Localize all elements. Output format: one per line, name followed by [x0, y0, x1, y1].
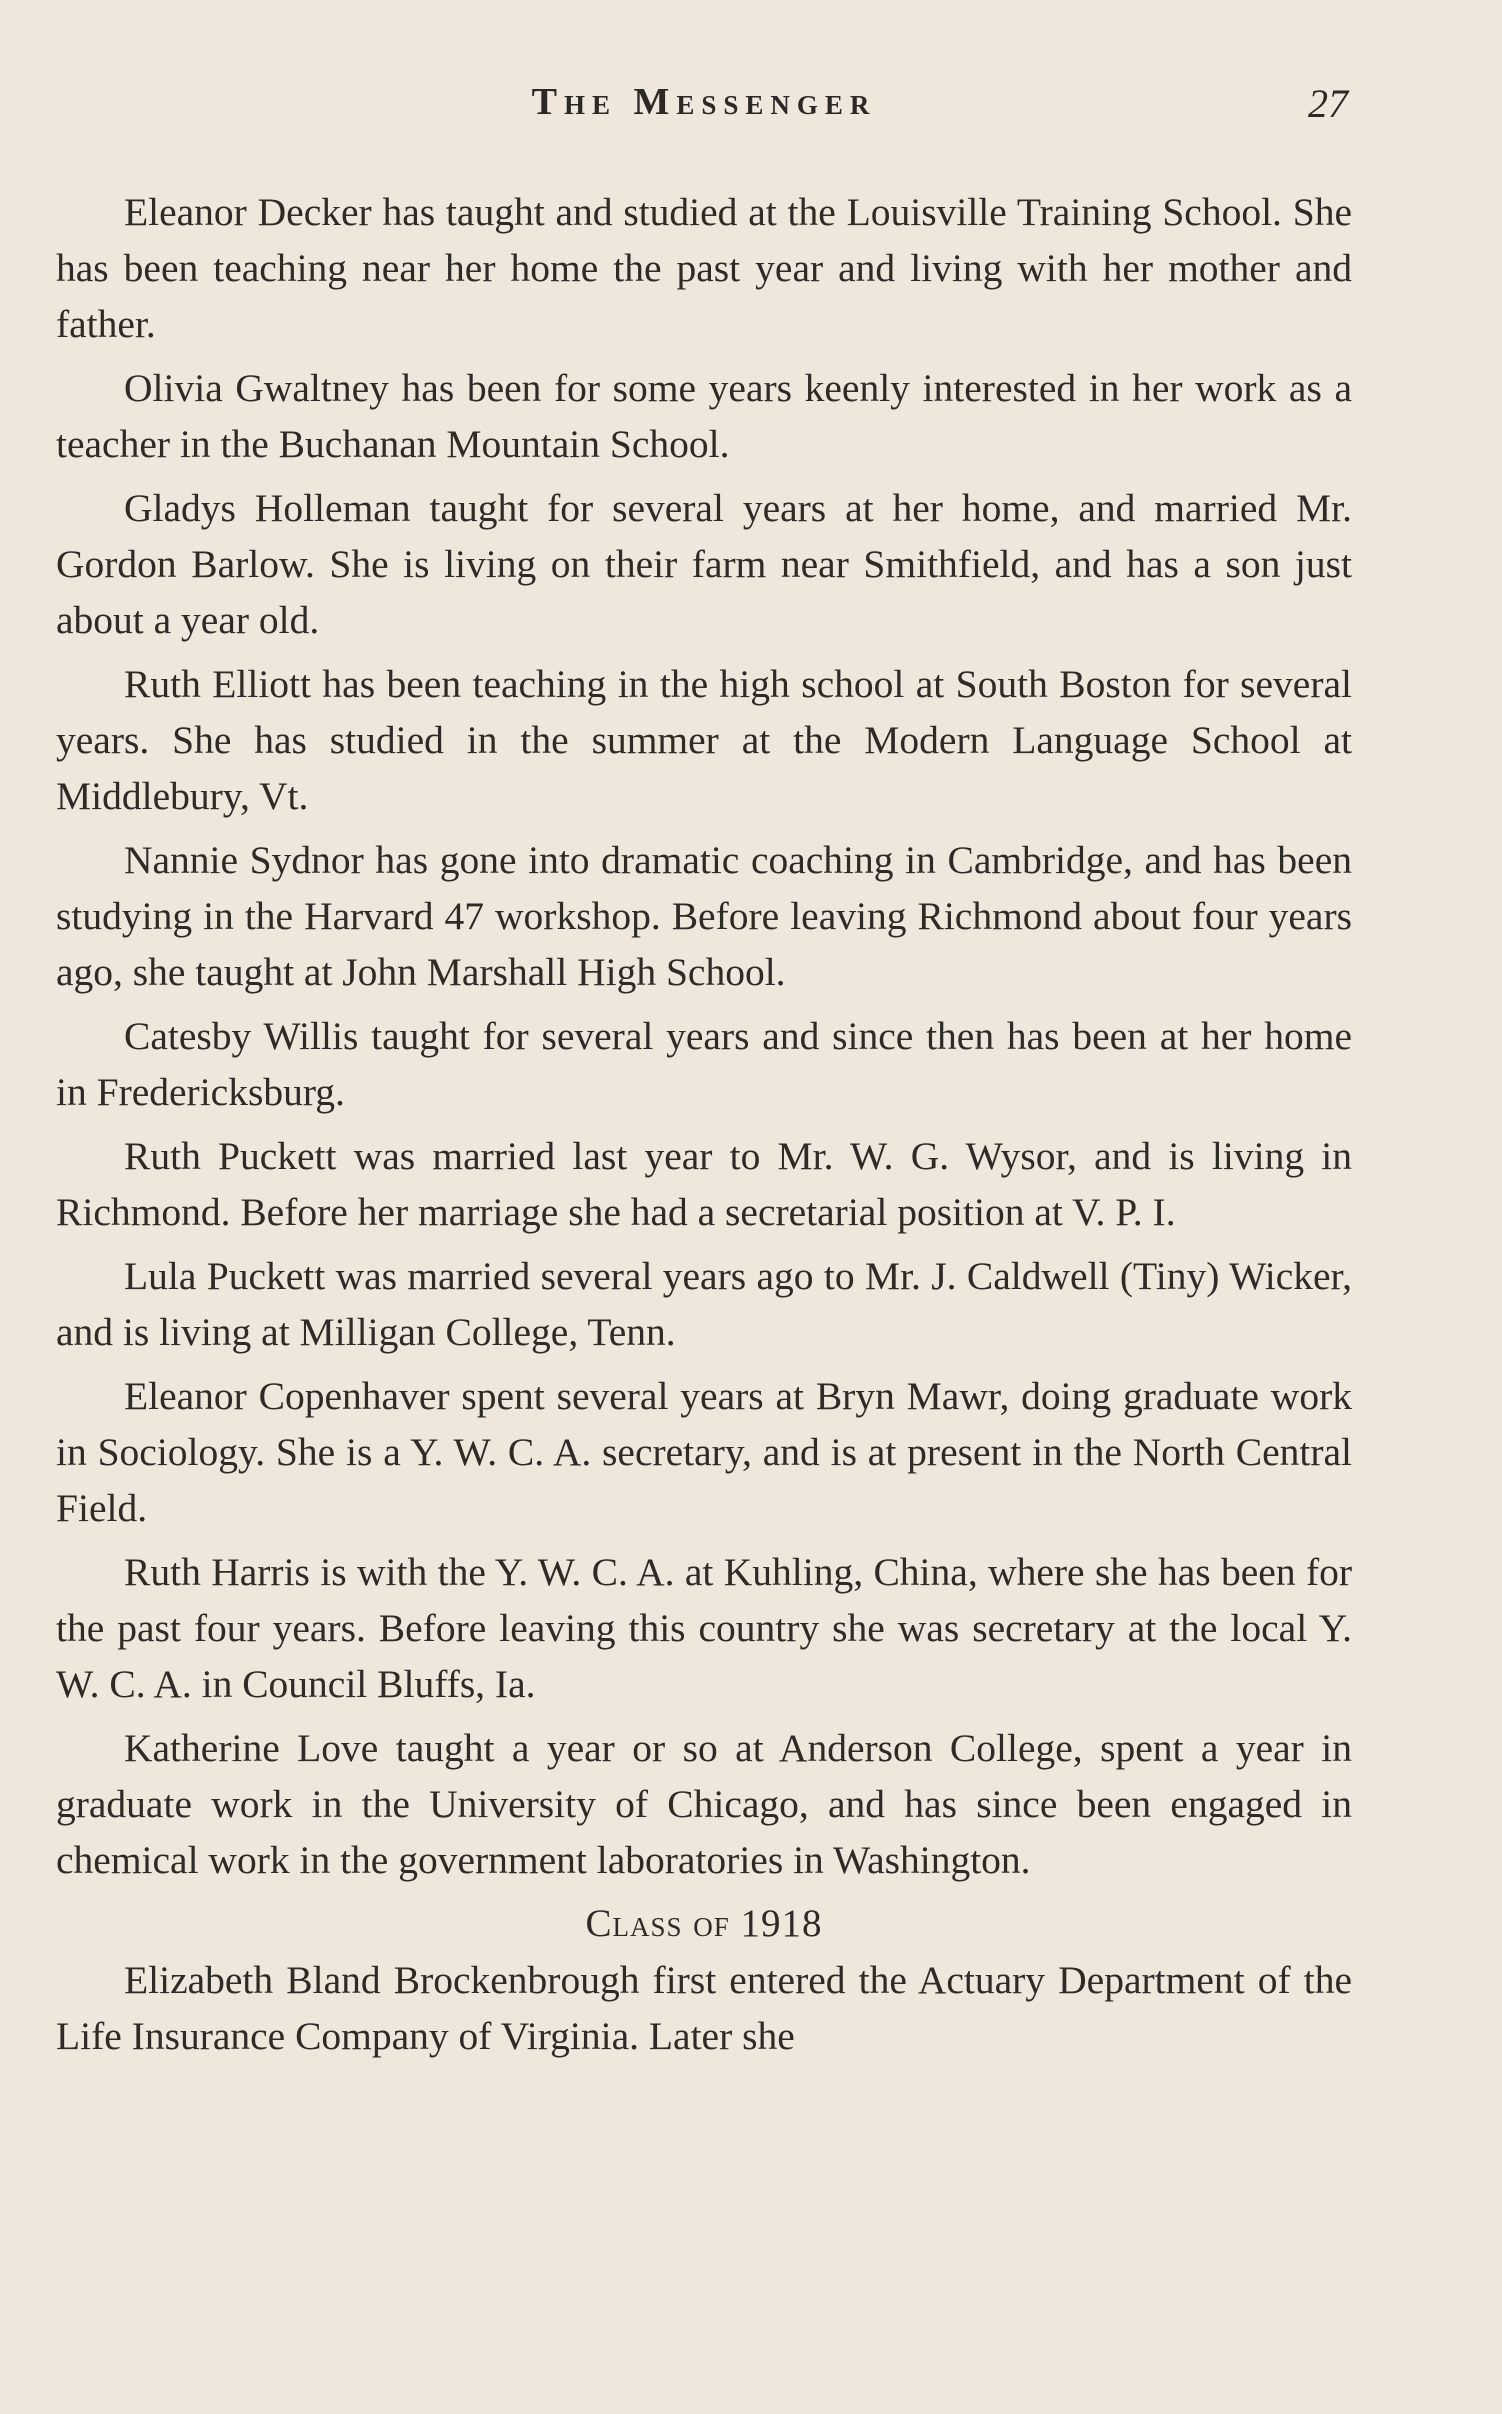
- page-number: 27: [1308, 81, 1348, 126]
- paragraph-olivia-gwaltney: Olivia Gwaltney has been for some years keenly interested in her work as a teacher in the Buchanan Mountain School.: [56, 366, 1352, 466]
- journal-title: The Messenger: [531, 81, 877, 123]
- paragraph-gladys-holleman: Gladys Holleman taught for several years at her home, and married Mr. Gordon Barlow. She is living on their farm near Smithfield, and has a son just about a year old.: [56, 486, 1352, 642]
- paragraph-lula-puckett: Lula Puckett was married several years ago to Mr. J. Caldwell (Tiny) Wicker, and is living at Milligan College, Tenn.: [56, 1254, 1352, 1354]
- paragraph-nannie-sydnor: Nannie Sydnor has gone into dramatic coaching in Cambridge, and has been studying in the Harvard 47 workshop. Before leaving Richmond about four years ago, she taught at John Marshall High School.: [56, 838, 1352, 994]
- paragraph-elizabeth-brockenbrough: Elizabeth Bland Brockenbrough first entered the Actuary Department of the Life Insurance Company of Virginia. Later she: [56, 1958, 1352, 2058]
- article-body: [56, 184, 1352, 2072]
- paragraph-ruth-harris: Ruth Harris is with the Y. W. C. A. at Kuhling, China, where she has been for the past four years. Before leaving this country she was secretary at the local Y. W. C. A. in Council Bluffs, Ia.: [56, 1550, 1352, 1706]
- paragraph-eleanor-copenhaver: Eleanor Copenhaver spent several years at Bryn Mawr, doing graduate work in Sociology. She is a Y. W. C. A. secretary, and is at present in the North Central Field.: [56, 1374, 1352, 1530]
- section-heading-class-of-1918: Class of 1918: [585, 1902, 823, 1945]
- paragraph-katherine-love: Katherine Love taught a year or so at Anderson College, spent a year in graduate work in the University of Chicago, and has since been engaged in chemical work in the government laboratories in Washington.: [56, 1726, 1352, 1882]
- paragraph-ruth-puckett: Ruth Puckett was married last year to Mr. W. G. Wysor, and is living in Richmond. Before her marriage she had a secretarial position at V. P. I.: [56, 1134, 1352, 1234]
- paragraph-ruth-elliott: Ruth Elliott has been teaching in the high school at South Boston for several years. She has studied in the summer at the Modern Language School at Middlebury, Vt.: [56, 662, 1352, 818]
- paragraph-catesby-willis: Catesby Willis taught for several years and since then has been at her home in Fredericksburg.: [56, 1014, 1352, 1114]
- paragraph-eleanor-decker: Eleanor Decker has taught and studied at the Louisville Training School. She has been teaching near her home the past year and living with her mother and father.: [56, 190, 1352, 346]
- running-head: [56, 80, 1352, 140]
